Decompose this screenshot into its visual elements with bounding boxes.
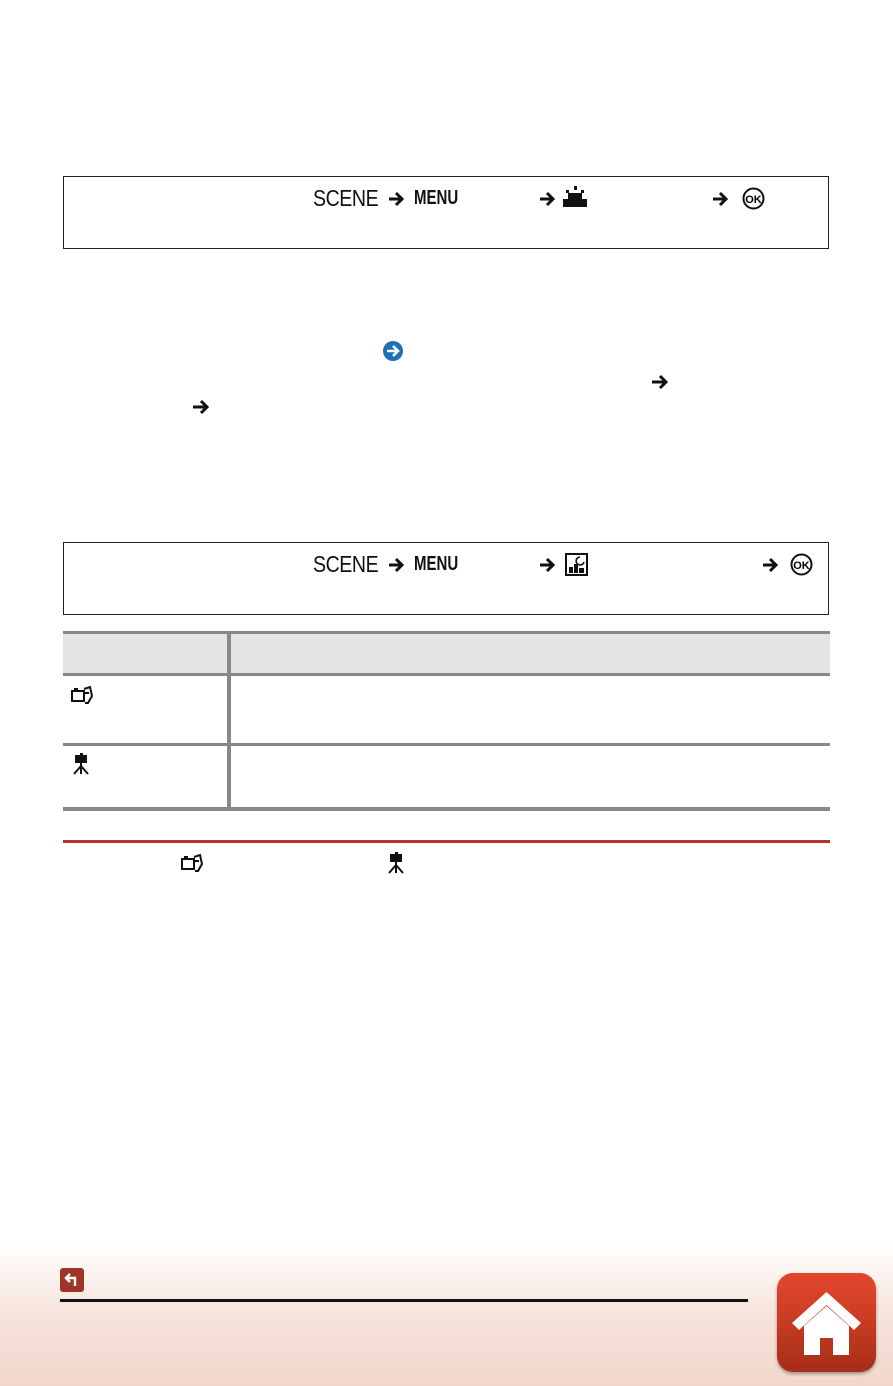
home-icon xyxy=(777,1273,876,1372)
scene-label: SCENE xyxy=(313,185,379,211)
ok-button-icon xyxy=(742,187,765,210)
right-arrow-icon xyxy=(761,555,781,575)
options-table xyxy=(63,631,830,811)
tripod-icon xyxy=(386,852,408,874)
table-header xyxy=(63,631,830,673)
right-arrow-icon xyxy=(387,189,407,209)
backlighting-icon xyxy=(562,185,588,211)
back-icon xyxy=(60,1268,84,1292)
table-column-divider xyxy=(227,631,231,809)
right-arrow-icon xyxy=(538,555,558,575)
scene-label: SCENE xyxy=(313,551,379,577)
night-landscape-icon xyxy=(564,552,590,578)
right-arrow-icon xyxy=(387,555,407,575)
note-divider xyxy=(63,840,830,843)
svg-text:OK: OK xyxy=(793,560,810,572)
table-divider xyxy=(63,743,830,746)
menu-label: MENU xyxy=(414,187,459,209)
reference-arrow-icon[interactable] xyxy=(382,340,404,362)
menu-path-box-1 xyxy=(63,176,829,249)
table-divider xyxy=(63,807,830,811)
svg-text:OK: OK xyxy=(745,194,762,206)
menu-label: MENU xyxy=(414,553,459,575)
menu-path-box-2 xyxy=(63,542,829,615)
footer-bar xyxy=(0,1245,893,1386)
table-divider xyxy=(63,673,830,676)
hand-held-icon xyxy=(71,684,93,706)
right-arrow-icon xyxy=(538,189,558,209)
ok-button-icon xyxy=(790,553,813,576)
back-button[interactable] xyxy=(60,1268,84,1292)
right-arrow-icon xyxy=(711,189,731,209)
right-arrow-icon xyxy=(650,371,672,393)
tripod-icon xyxy=(71,753,93,775)
hand-held-icon xyxy=(181,852,203,874)
home-button[interactable] xyxy=(777,1273,876,1372)
footer-divider xyxy=(60,1299,748,1302)
right-arrow-icon xyxy=(191,396,213,418)
